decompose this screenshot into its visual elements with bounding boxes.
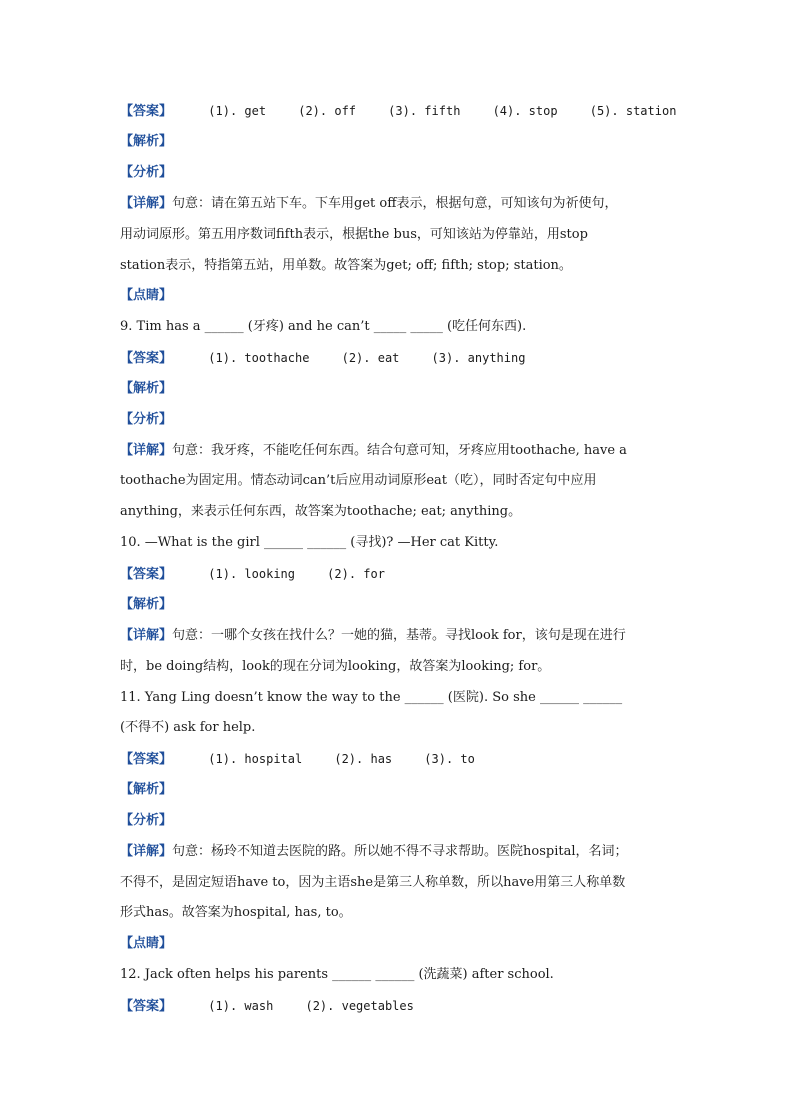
detail-text: 形式has。故答案为hospital, has, to。 [120, 905, 352, 920]
answer-item: (3). to [424, 752, 475, 766]
answer-line [120, 349, 686, 368]
detail-line [120, 627, 686, 645]
answer-item: (1). toothache [208, 351, 310, 365]
answer-item: (2). for [327, 567, 385, 581]
analysis-tag: 【解析】 [120, 134, 173, 149]
answer-line [120, 750, 686, 769]
detail-text: toothache为固定用。情态动词can’t后应用动词原形eat（吃），同时否定句中应用 [120, 473, 597, 488]
answer-item: (2). has [334, 752, 393, 766]
answer-tag: 【答案】 [120, 999, 173, 1014]
question-11: 11. Yang Ling doesn’t know the way to the ______ (医院). So she ______ ______ [120, 690, 623, 705]
detail-text: station表示，特指第五站，用单数。故答案为get; off; fifth; stop; station。 [120, 258, 572, 273]
detail-line [120, 195, 686, 213]
detail-text: 时，be doing结构，look的现在分词为looking，故答案为looking; for。 [120, 659, 551, 674]
detail-tag: 【详解】 [120, 844, 173, 859]
answer-line [120, 997, 686, 1016]
answer-tag: 【答案】 [120, 351, 173, 366]
answer-tag: 【答案】 [120, 567, 173, 582]
fenxi-line [120, 812, 686, 830]
analysis-line [120, 380, 686, 398]
dianjing-line [120, 287, 686, 305]
detail-line [120, 442, 686, 460]
answer-item: (3). fifth [388, 104, 461, 118]
answer-line [120, 102, 686, 121]
analysis-tag: 【解析】 [120, 381, 173, 396]
analysis-tag: 【解析】 [120, 597, 173, 612]
fenxi-line [120, 411, 686, 429]
question-12: 12. Jack often helps his parents ______ ______ (洗蔬菜) after school. [120, 967, 554, 982]
detail-line [120, 843, 686, 861]
detail-tag: 【详解】 [120, 196, 173, 211]
dianjing-tag: 【点睛】 [120, 288, 173, 303]
detail-text: 句意：杨玲不知道去医院的路。所以她不得不寻求帮助。医院hospital，名词； [172, 844, 628, 859]
detail-text: 用动词原形。第五用序数词fifth表示，根据the bus，可知该站为停靠站，用stop [120, 227, 588, 242]
answer-item: (1). get [208, 104, 267, 118]
analysis-line [120, 596, 686, 614]
analysis-line [120, 133, 686, 151]
answer-item: (4). stop [492, 104, 558, 118]
detail-text: 句意：我牙疼，不能吃任何东西。结合句意可知，牙疼应用toothache, have a [172, 443, 627, 458]
detail-text: anything，来表示任何东西，故答案为toothache; eat; anything。 [120, 504, 522, 519]
detail-tag: 【详解】 [120, 443, 173, 458]
analysis-line [120, 781, 686, 799]
answer-item: (2). eat [341, 351, 400, 365]
fenxi-tag: 【分析】 [120, 813, 173, 828]
detail-text: 句意：请在第五站下车。下车用get off表示，根据句意，可知该句为祈使句， [172, 196, 618, 211]
answer-item: (1). hospital [208, 752, 303, 766]
question-10: 10. —What is the girl ______ ______ (寻找)? —Her cat Kitty. [120, 535, 499, 550]
question-11-cont: (不得不) ask for help. [120, 720, 256, 735]
answer-item: (2). vegetables [305, 999, 414, 1013]
answer-item: (5). station [589, 104, 677, 118]
answer-tag: 【答案】 [120, 752, 173, 767]
fenxi-tag: 【分析】 [120, 412, 173, 427]
fenxi-tag: 【分析】 [120, 165, 173, 180]
question-9: 9. Tim has a ______ (牙疼) and he can’t _____ _____ (吃任何东西). [120, 319, 527, 334]
answer-item: (1). wash [208, 999, 274, 1013]
answer-item: (2). off [298, 104, 357, 118]
answer-item: (1). looking [208, 567, 295, 581]
answer-line [120, 565, 686, 584]
detail-tag: 【详解】 [120, 628, 173, 643]
answer-tag: 【答案】 [120, 104, 173, 119]
fenxi-line [120, 164, 686, 182]
dianjing-line [120, 935, 686, 953]
answer-item: (3). anything [431, 351, 526, 365]
detail-text: 不得不，是固定短语have to，因为主语she是第三人称单数，所以have用第三人称单数 [120, 875, 626, 890]
detail-text: 句意：一哪个女孩在找什么？一她的猫，基蒂。寻找look for，该句是现在进行 [172, 628, 626, 643]
dianjing-tag: 【点睛】 [120, 936, 173, 951]
analysis-tag: 【解析】 [120, 782, 173, 797]
